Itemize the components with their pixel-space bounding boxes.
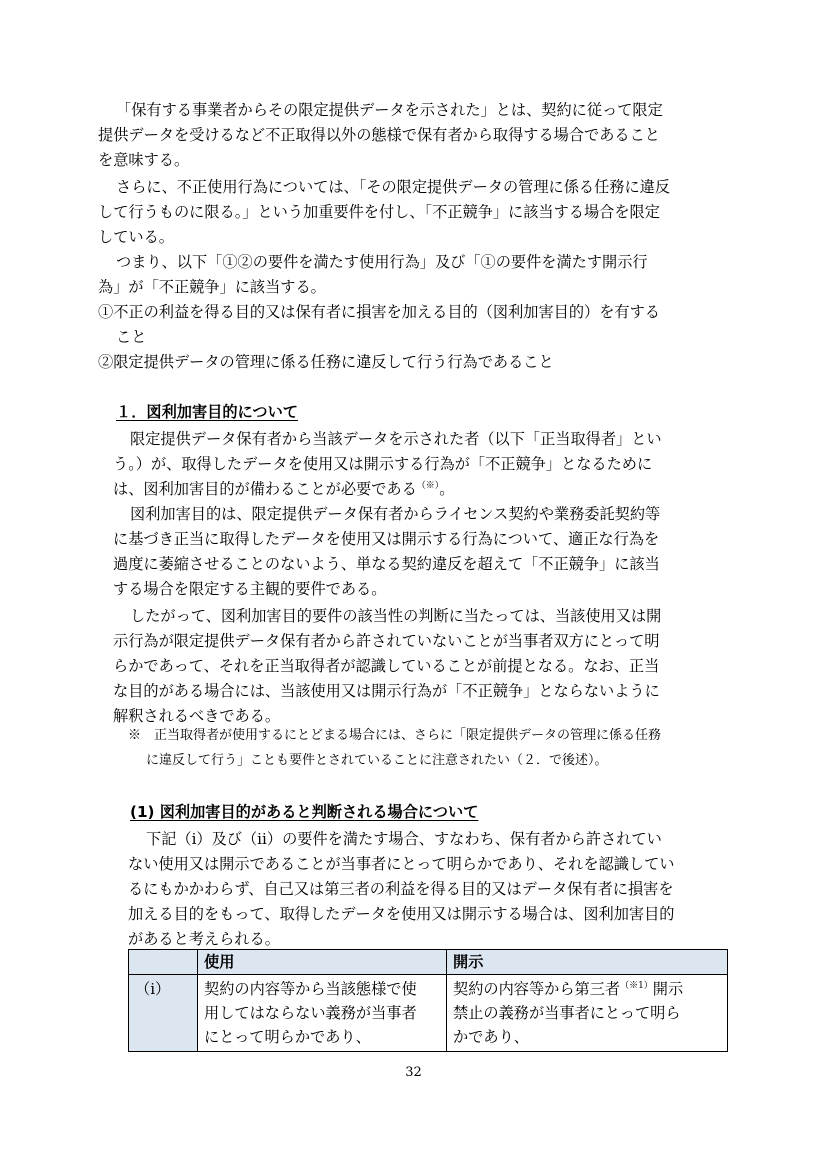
intro-line: 提供データを受けるなど不正取得以外の態様で保有者から取得する場合であること (98, 126, 660, 144)
table-header-use: 使用 (198, 950, 447, 975)
footnote-marker: （※） (416, 480, 440, 491)
cell-line: かであり、 (453, 1028, 529, 1046)
body-line: るにもかかわらず、自己又は第三者の利益を得る目的又はデータ保有者に損害を (128, 880, 674, 898)
intro-line: して行うものに限る。」という加重要件を付し、「不正競争」に該当する場合を限定 (98, 203, 660, 221)
requirement-item-1-cont: こと (116, 328, 147, 346)
cell-line (453, 977, 721, 1001)
table-header-row (129, 950, 728, 975)
cell-line: にとって明らかであり、 (204, 1028, 371, 1046)
table-row (129, 975, 728, 1052)
body-text: 。 (439, 480, 455, 498)
table-row-label: （ⅰ） (129, 975, 198, 1052)
cell-line: 禁止の義務が当事者にとって明ら (453, 1004, 681, 1022)
intro-line: を意味する。 (98, 151, 190, 169)
body-line (113, 479, 454, 499)
cell-text: 開示 (652, 980, 684, 998)
cell-text: 契約の内容等から第三者 (453, 980, 621, 998)
section-heading (116, 402, 298, 422)
intro-line: している。 (98, 228, 174, 246)
body-line: 限定提供データ保有者から当該データを示された者（以下「正当取得者」とい (130, 430, 662, 448)
body-line: らかであって、それを正当取得者が認識していることが前提となる。なお、正当 (113, 657, 660, 675)
footnote-marker: （※1） (620, 980, 653, 991)
body-line: 下記（ⅰ）及び（ⅱ）の要件を満たす場合、すなわち、保有者から許されてい (146, 830, 662, 848)
body-line: 加える目的をもって、取得したデータを使用又は開示する場合は、図利加害目的 (128, 905, 675, 923)
requirement-item-2: ②限定提供データの管理に係る任務に違反して行う行為であること (98, 353, 554, 371)
note-line: ※ 正当取得者が使用するにとどまる場合には、さらに「限定提供データの管理に係る任務 (128, 728, 662, 743)
body-line: ない使用又は開示であることが当事者にとって明らかであり、それを認識してい (128, 855, 675, 873)
intro-line: さらに、不正使用行為については、「その限定提供データの管理に係る任務に違反 (116, 178, 671, 196)
table-header-disclose: 開示 (447, 950, 728, 975)
intro-line: 為」が「不正競争」に該当する。 (98, 278, 326, 296)
body-line: する場合を限定する主観的要件である。 (113, 580, 387, 598)
body-line: したがって、図利加害目的要件の該当性の判断に当たっては、当該使用又は開 (130, 607, 662, 625)
body-line: な目的がある場合には、当該使用又は開示行為が「不正競争」とならないように (113, 682, 660, 700)
subsection-heading-text: (1) 図利加害目的があると判断される場合について (130, 803, 479, 821)
body-line: があると考えられる。 (128, 930, 280, 948)
page-number: 32 (405, 1065, 422, 1080)
requirements-table (128, 949, 728, 1052)
cell-line: 用してはならない義務が当事者 (204, 1004, 417, 1022)
body-line: 解釈されるべきである。 (113, 707, 281, 725)
cell-line: 契約の内容等から当該態様で使 (204, 980, 417, 998)
body-line: う。）が、取得したデータを使用又は開示する行為が「不正競争」となるために (113, 455, 653, 473)
subsection-heading (130, 802, 478, 822)
note-line: に違反して行う」ことも要件とされていることに注意されたい（２．で後述）。 (146, 753, 608, 768)
body-line: 過度に萎縮させることのないよう、単なる契約違反を超えて「不正競争」に該当 (113, 555, 660, 573)
table-header-cell (129, 950, 198, 975)
table-cell-disclose (447, 975, 728, 1052)
body-text: は、図利加害目的が備わることが必要である (113, 480, 417, 498)
requirement-item-1: ①不正の利益を得る目的又は保有者に損害を加える目的（図利加害目的）を有する (98, 303, 660, 321)
table-cell-use (198, 975, 447, 1052)
intro-line: 「保有する事業者からその限定提供データを示された」とは、契約に従って限定 (116, 101, 663, 119)
body-line: 示行為が限定提供データ保有者から許されていないことが当事者双方にとって明 (113, 632, 660, 650)
section-heading-text: １．図利加害目的について (116, 403, 298, 421)
intro-line: つまり、以下「①②の要件を満たす使用行為」及び「①の要件を満たす開示行 (116, 253, 648, 271)
body-line: に基づき正当に取得したデータを使用又は開示する行為について、適正な行為を (113, 530, 660, 548)
body-line: 図利加害目的は、限定提供データ保有者からライセンス契約や業務委託契約等 (130, 505, 661, 523)
